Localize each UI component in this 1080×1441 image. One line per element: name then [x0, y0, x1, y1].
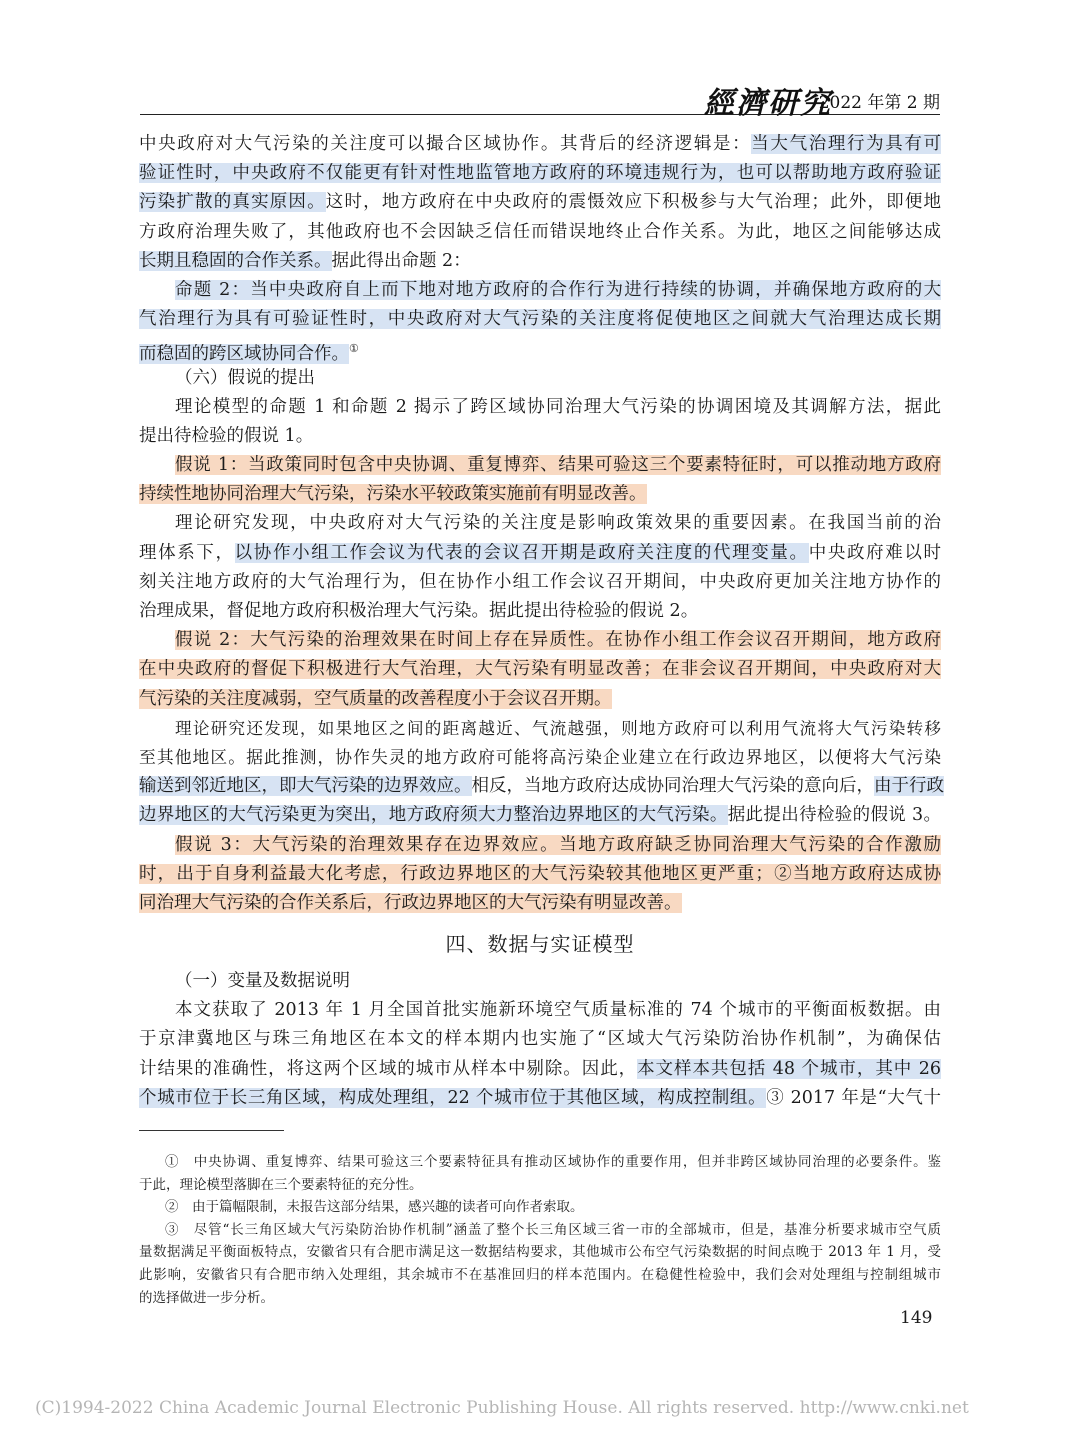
page-number: 149: [900, 1308, 933, 1328]
footnotes: [139, 1151, 941, 1309]
paragraph-line: 污染扩散的真实原因。这时，地方政府在中央政府的震慑效应下积极参与大气治理；此外，即便地: [139, 192, 942, 213]
paragraph-line: 理论研究还发现，如果地区之间的距离越近、气流越强，则地方政府可以利用气流将大气污染转移: [175, 718, 941, 738]
hypothesis-1: 持续性地协同治理大气污染，污染水平较政策实施前有明显改善。: [139, 484, 647, 505]
footnote-ref: ①: [349, 342, 359, 356]
paragraph-line: 至其他地区。据此推测，协作失灵的地方政府可能将高污染企业建立在行政边界地区，以便将大气污染: [139, 746, 941, 767]
hypothesis-3: 同治理大气污染的合作关系后，行政边界地区的大气污染有明显改善。: [139, 892, 682, 913]
footnote: ② 由于篇幅限制，未报告这部分结果，感兴趣的读者可向作者索取。: [165, 1199, 584, 1216]
hypothesis-3: 假说 3：大气污染的治理效果存在边界效应。当地方政府缺乏协同治理大气污染的合作激励: [175, 834, 941, 855]
subsection-heading: （六）假说的提出: [175, 367, 315, 388]
footnote: 量数据满足平衡面板特点，安徽省只有合肥市满足这一数据结构要求，其他城市公布空气污染数据的时间点晚于 2013 年 1 月，受: [139, 1244, 941, 1261]
body-text-lower: [139, 967, 941, 1113]
paragraph-line: 本文获取了 2013 年 1 月全国首批实施新环境空气质量标准的 74 个城市的平衡面板数据。由: [175, 1000, 941, 1021]
body-text-upper: [139, 130, 944, 918]
paragraph-line: 治理成果，督促地方政府积极治理大气污染。据此提出待检验的假说 2。: [139, 601, 699, 621]
paragraph-line: 计结果的准确性，将这两个区域的城市从样本中剔除。因此，本文样本共包括 48 个城市，其中 26: [139, 1058, 942, 1079]
paragraph-line: 中央政府对大气污染的关注度可以撮合区域协作。其背后的经济逻辑是：当大气治理行为具有可: [139, 134, 942, 154]
section-title: 四、数据与实证模型: [445, 932, 635, 956]
paragraph-line: 方政府治理失败了，其他政府也不会因缺乏信任而错误地终止合作关系。为此，地区之间能够达成: [139, 221, 941, 242]
proposition-2: 而稳固的跨区域协同合作。①: [139, 342, 359, 365]
paragraph-line: 于京津冀地区与珠三角地区在本文的样本期内也实施了“区域大气污染防治协作机制”，为确保估: [139, 1029, 941, 1050]
hypothesis-3: 时，出于自身利益最大化考虑，行政边界地区的大气污染较其他地区更严重；②当地方政府达成协: [139, 863, 941, 884]
journal-logo: 經濟研究: [704, 86, 832, 121]
paragraph-line: 理体系下，以协作小组工作会议为代表的会议召开期是政府关注度的代理变量。中央政府难以时: [139, 542, 942, 563]
paragraph-line: 边界地区的大气污染更为突出，地方政府须大力整治边界地区的大气污染。据此提出待检验的假说 3。: [139, 805, 941, 826]
issue-label: 2022 年第 2 期: [818, 93, 940, 113]
copyright-notice: (C)1994-2022 China Academic Journal Electronic Publishing House. All rights reserved. http://www.cnki.net: [35, 1398, 969, 1418]
paragraph-line: 验证性时，中央政府不仅能更有针对性地监管地方政府的环境违规行为，也可以帮助地方政府验证: [139, 163, 941, 184]
footnote: ③ 尽管“长三角区域大气污染防治协作机制”涵盖了整个长三角区域三省一市的全部城市，但是，基准分析要求城市空气质: [165, 1221, 941, 1238]
hypothesis-2: 假说 2：大气污染的治理效果在时间上存在异质性。在协作小组工作会议召开期间，地方政府: [175, 630, 941, 651]
subsection-heading: （一）变量及数据说明: [175, 971, 350, 991]
footnote: 的选择做进一步分析。: [139, 1289, 274, 1306]
proposition-2: 气治理行为具有可验证性时，中央政府对大气污染的关注度将促使地区之间就大气治理达成长期: [139, 309, 941, 330]
footnote: ① 中央协调、重复博弈、结果可验这三个要素特征具有推动区域协作的重要作用，但并非跨区域协同治理的必要条件。鉴: [165, 1154, 941, 1170]
paragraph-line: 刻关注地方政府的大气治理行为，但在协作小组工作会议召开期间，中央政府更加关注地方协作的: [139, 571, 941, 592]
proposition-2: 命题 2：当中央政府自上而下地对地方政府的合作行为进行持续的协调，并确保地方政府的大: [175, 279, 941, 300]
paragraph-line: 长期且稳固的合作关系。据此得出命题 2：: [139, 250, 471, 271]
footnote: 于此，理论模型落脚在三个要素特征的充分性。: [139, 1176, 423, 1193]
footnote-divider: [139, 1130, 284, 1131]
hypothesis-2: 在中央政府的督促下积极进行大气治理，大气污染有明显改善；在非会议召开期间，中央政府对大: [139, 659, 941, 680]
paragraph-line: 理论模型的命题 1 和命题 2 揭示了跨区域协同治理大气污染的协调困境及其调解方法，据此: [175, 396, 941, 417]
paragraph-line: 输送到邻近地区，即大气污染的边界效应。相反，当地方政府达成协同治理大气污染的意向后，由于行政: [139, 776, 944, 797]
paragraph-line: 个城市位于长三角区域，构成处理组，22 个城市位于其他区域，构成控制组。③ 2017 年是“大气十: [139, 1087, 941, 1108]
footnote: 此影响，安徽省只有合肥市纳入处理组，其余城市不在基准回归的样本范围内。在稳健性检验中，我们会对处理组与控制组城市: [139, 1266, 941, 1283]
page-header: [140, 78, 940, 121]
paragraph-line: 理论研究发现，中央政府对大气污染的关注度是影响政策效果的重要因素。在我国当前的治: [175, 513, 941, 534]
paragraph-line: 提出待检验的假说 1。: [139, 425, 314, 446]
hypothesis-1: 假说 1：当政策同时包含中央协调、重复博弈、结果可验这三个要素特征时，可以推动地方政府: [175, 455, 941, 476]
hypothesis-2: 气污染的关注度减弱，空气质量的改善程度小于会议召开期。: [139, 688, 612, 709]
